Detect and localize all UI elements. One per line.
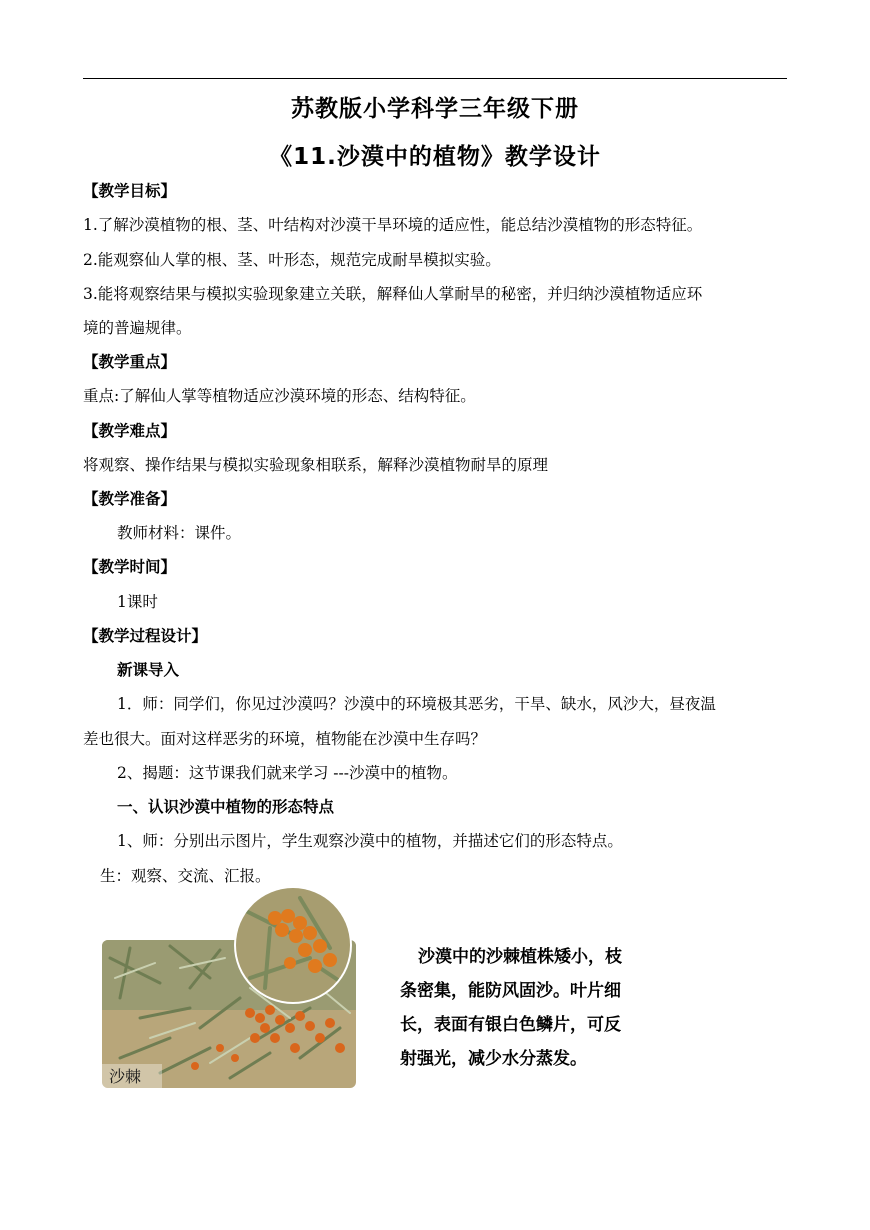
objective-item-3b: 境的普遍规律。 — [83, 319, 192, 337]
description-line-1: 沙漠中的沙棘植株矮小，枝 — [418, 947, 622, 967]
description-line-3: 长，表面有银白色鳞片，可反 — [400, 1015, 621, 1035]
section1-student: 生：观察、交流、汇报。 — [100, 867, 271, 885]
section1-heading: 一、认识沙漠中植物的形态特点 — [117, 798, 335, 816]
photo-label: 沙棘 — [109, 1067, 142, 1086]
intro-item-1b: 差也很大。面对这样恶劣的环境，植物能在沙漠中生存吗？ — [83, 730, 487, 748]
document-title: 苏教版小学科学三年级下册 — [291, 96, 579, 122]
key-points-text: 重点:了解仙人掌等植物适应沙漠环境的形态、结构特征。 — [83, 387, 476, 405]
objective-item-2: 2.能观察仙人掌的根、茎、叶形态，规范完成耐旱模拟实验。 — [83, 251, 501, 269]
objective-item-1: 1.了解沙漠植物的根、茎、叶结构对沙漠干旱环境的适应性，能总结沙漠植物的形态特征。 — [83, 216, 703, 234]
sea-buckthorn-description — [400, 940, 670, 1076]
process-heading: 【教学过程设计】 — [83, 627, 208, 645]
description-line-2: 条密集，能防风固沙。叶片细 — [400, 981, 621, 1001]
preparation-heading: 【教学准备】 — [83, 490, 177, 508]
section1-item-1: 1、师：分别出示图片，学生观察沙漠中的植物，并描述它们的形态特点。 — [117, 832, 623, 850]
document-subtitle: 《11.沙漠中的植物》教学设计 — [269, 144, 601, 170]
sea-buckthorn-photo — [100, 888, 362, 1092]
objective-item-3a: 3.能将观察结果与模拟实验现象建立关联，解释仙人掌耐旱的秘密，并归纳沙漠植物适应环 — [83, 285, 703, 303]
preparation-text: 教师材料：课件。 — [117, 524, 242, 542]
header-rule — [83, 78, 787, 79]
intro-item-1a: 1．师：同学们，你见过沙漠吗？沙漠中的环境极其恶劣，干旱、缺水，风沙大，昼夜温 — [117, 695, 716, 713]
intro-item-2: 2、揭题：这节课我们就来学习 ---沙漠中的植物。 — [117, 764, 458, 782]
time-heading: 【教学时间】 — [83, 558, 177, 576]
description-line-4: 射强光，减少水分蒸发。 — [400, 1049, 587, 1069]
time-text: 1课时 — [117, 593, 158, 611]
intro-heading: 新课导入 — [117, 661, 180, 679]
difficulties-text: 将观察、操作结果与模拟实验现象相联系，解释沙漠植物耐旱的原理 — [83, 456, 549, 474]
key-points-heading: 【教学重点】 — [83, 353, 177, 371]
objectives-heading: 【教学目标】 — [83, 182, 177, 200]
difficulties-heading: 【教学难点】 — [83, 422, 177, 440]
